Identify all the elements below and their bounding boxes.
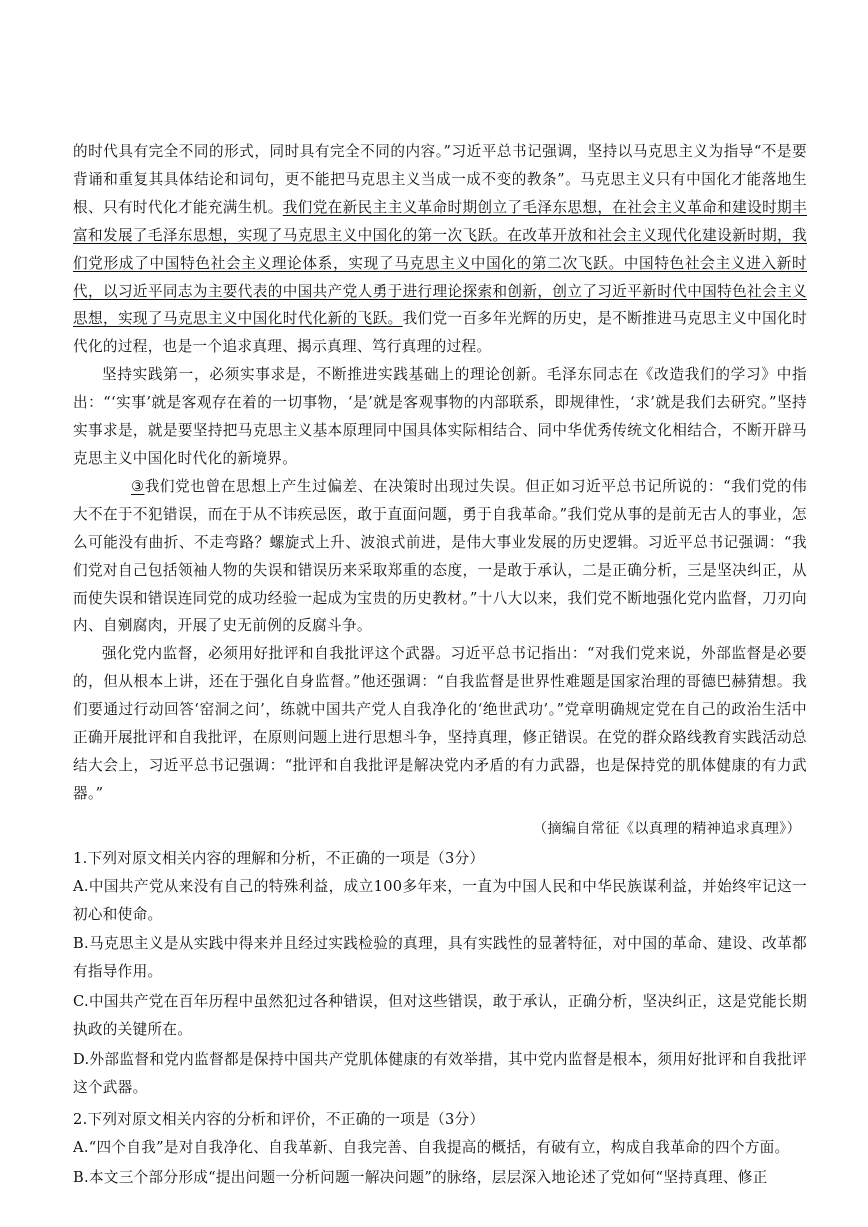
passage-paragraph-1 <box>73 138 807 361</box>
passage-p1-lead: 的时代具有完全不同的形式，同时具有完全不同的内容。”习近平总书记强调，坚持以马克思主义为指导“不是要背诵和重复其具体结论和词句，更不能把马克思主义当成一成不变的教条”。马克思主义只有中国化才能落地生根、只有时代化才能充满生机。 <box>73 143 807 216</box>
passage-paragraph-2: 坚持实践第一，必须实事求是，不断推进实践基础上的理论创新。毛泽东同志在《改造我们的学习》中指出：“‘实事’就是客观存在着的一切事物，‘是’就是客观事物的内部联系，即规律性，‘求’就是我们去研究。”坚持实事求是，就是要坚持把马克思主义基本原理同中国具体实际相结合、同中华优秀传统文化相结合，不断开辟马克思主义中国化时代化的新境界。 <box>73 366 807 467</box>
passage-source: （摘编自常征《以真理的精神追求真理》） <box>532 820 801 837</box>
question-2 <box>73 1106 807 1192</box>
fill-blank-3: ③ <box>131 477 145 495</box>
question-1-stem: 1.下列对原文相关内容的理解和分析，不正确的一项是（3分） <box>73 849 485 867</box>
passage-paragraph-4: 强化党内监督，必须用好批评和自我批评这个武器。习近平总书记指出：“对我们党来说，外部监督是必要的，但从根本上讲，还在于强化自身监督。”他还强调：“自我监督是世界性难题是国家治理的哥德巴赫猜想。我们要通过行动回答‘窑洞之问’，练就中国共产党人自我净化的‘绝世武功’。”党章明确规定党在自己的政治生活中正确开展批评和自我批评，在原则问题上进行思想斗争，坚持真理，修正错误。在党的群众路线教育实践活动总结大会上，习近平总书记强调：“批评和自我批评是解决党内矛盾的有力武器，也是保持党的肌体健康的有力武器。” <box>73 645 807 802</box>
passage-p3-text: 我们党也曾在思想上产生过偏差、在决策时出现过失误。但正如习近平总书记所说的：“我们党的伟大不在于不犯错误，而在于从不讳疾忌医，敢于直面问题，勇于自我革命。”我们党从事的是前无古人的事业，怎么可能没有曲折、不走弯路？螺旋式上升、波浪式前进，是伟大事业发展的历史逻辑。习近平总书记强调：“我们党对自己包括领袖人物的失误和错误历来采取郑重的态度，一是敢于承认，二是正确分析，三是坚决纠正，从而使失误和错误连同党的成功经验一起成为宝贵的历史教材。”十八大以来，我们党不断地强化党内监督，刀刃向内、自剜腐肉，开展了史无前例的反腐斗争。 <box>73 477 807 635</box>
question-1-option-b: B.马克思主义是从实践中得来并且经过实践检验的真理，具有实践性的显著特征，对中国的革命、建设、改革都有指导作用。 <box>73 935 807 981</box>
passage-p1-tail: 我们党一百多年光辉的历史，是不断推进马克思主义中国化时代化的过程，也是一个追求真理、揭示真理、笃行真理的过程。 <box>73 310 808 356</box>
question-1-option-a: A.中国共产党从来没有自己的特殊利益，成立100多年来，一直为中国人民和中华民族谋利益，并始终牢记这一初心和使命。 <box>73 877 807 923</box>
question-1-option-d: D.外部监督和党内监督都是保持中国共产党肌体健康的有效举措，其中党内监督是根本，须用好批评和自我批评这个武器。 <box>73 1051 807 1096</box>
question-2-option-b: B.本文三个部分形成“提出问题一分析问题一解决问题”的脉络，层层深入地论述了党如何“坚持真理、修正 <box>73 1168 768 1186</box>
question-1-option-c: C.中国共产党在百年历程中虽然犯过各种错误，但对这些错误，敢于承认，正确分析，坚决纠正，这是党能长期执政的关键所在。 <box>73 993 807 1039</box>
question-2-stem: 2.下列对原文相关内容的分析和评价，不正确的一项是（3分） <box>73 1110 485 1128</box>
document-page <box>73 138 807 1196</box>
question-2-option-a: A.“四个自我”是对自我净化、自我革新、自我完善、自我提高的概括，有破有立，构成自我革命的四个方面。 <box>73 1138 790 1156</box>
question-1 <box>73 845 807 1102</box>
passage-paragraph-3 <box>73 473 807 640</box>
underlined-passage: 我们党在新民主主义革命时期创立了毛泽东思想，在社会主义革命和建设时期丰富和发展了毛泽东思想，实现了马克思主义中国化的第一次飞跃。在改革开放和社会主义现代化建设新时期，我们党形成了中国特色社会主义理论体系，实现了马克思主义中国化的第二次飞跃。中国特色社会主义进入新时代，以习近平同志为主要代表的中国共产党人勇于进行理论探索和创新，创立了习近平新时代中国特色社会主义思想，实现了马克思主义中国化时代化新的飞跃。 <box>73 198 807 328</box>
